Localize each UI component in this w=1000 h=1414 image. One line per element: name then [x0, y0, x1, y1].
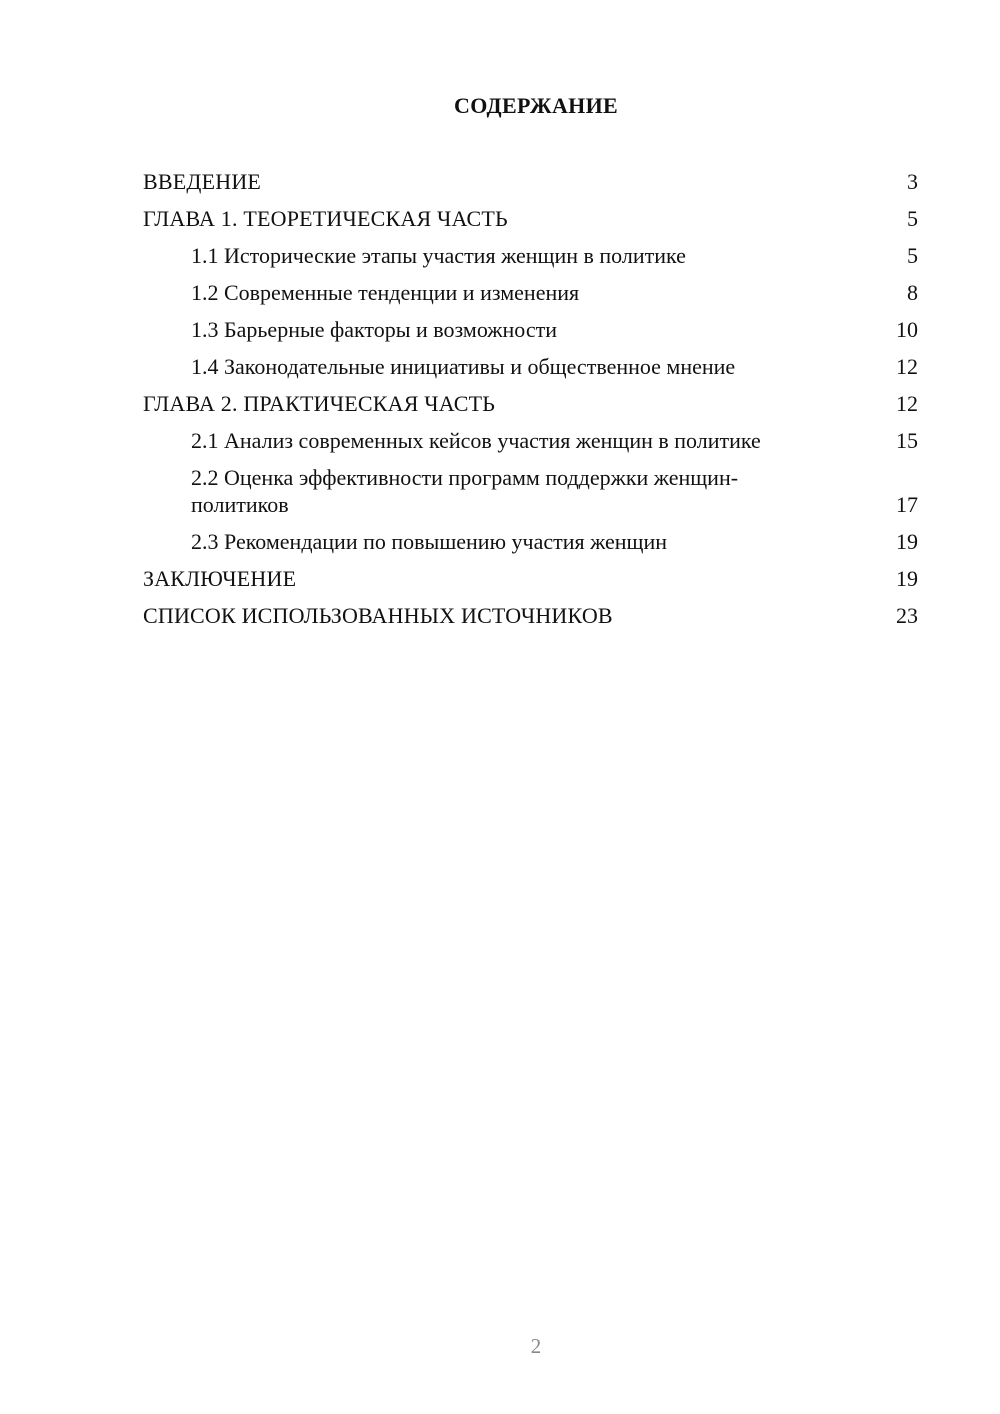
toc-entry-label: 1.2 Современные тенденции и изменения: [191, 280, 580, 305]
toc-entry-label: 2.2 Оценка эффективности программ поддержки женщин-политиков: [191, 465, 739, 517]
toc-entry-page: 8: [907, 280, 918, 305]
toc-entry-label: ЗАКЛЮЧЕНИЕ: [143, 566, 297, 591]
toc-entry-label: 2.1 Анализ современных кейсов участия женщин в политике: [191, 428, 761, 453]
toc-entry-introduction[interactable]: [143, 168, 918, 195]
toc-entry-page: 12: [896, 391, 918, 416]
toc-entry-label: 2.3 Рекомендации по повышению участия женщин: [191, 529, 668, 554]
toc-entry-1-2[interactable]: [143, 279, 918, 306]
toc-entry-label: ВВЕДЕНИЕ: [143, 169, 262, 194]
toc-entry-page: 5: [907, 243, 918, 268]
toc-entry-label: 1.1 Исторические этапы участия женщин в политике: [191, 243, 686, 268]
toc-entry-references[interactable]: [143, 602, 918, 629]
toc-entry-label: 1.3 Барьерные факторы и возможности: [191, 317, 557, 342]
toc-entry-page: 10: [896, 317, 918, 342]
toc-entry-2-1[interactable]: [143, 427, 918, 454]
toc-entry-1-1[interactable]: [143, 242, 918, 269]
page-number: 2: [530, 1334, 542, 1358]
toc-entry-label: ГЛАВА 2. ПРАКТИЧЕСКАЯ ЧАСТЬ: [143, 391, 496, 416]
toc-entry-page: 17: [896, 492, 918, 517]
toc-entry-page: 23: [896, 603, 918, 628]
toc-entry-page: 5: [907, 206, 918, 231]
toc-entry-chapter-2[interactable]: [143, 390, 918, 417]
toc-entry-2-3[interactable]: [143, 528, 918, 555]
toc-entry-label: 1.4 Законодательные инициативы и общественное мнение: [191, 354, 736, 379]
toc-entry-2-2[interactable]: [143, 464, 918, 518]
toc-entry-page: 19: [896, 566, 918, 591]
toc-entry-label: ГЛАВА 1. ТЕОРЕТИЧЕСКАЯ ЧАСТЬ: [143, 206, 508, 231]
toc-entry-page: 15: [896, 428, 918, 453]
table-of-contents: [143, 168, 918, 639]
toc-entry-page: 3: [907, 169, 918, 194]
toc-entry-conclusion[interactable]: [143, 565, 918, 592]
page-title: СОДЕРЖАНИЕ: [454, 93, 618, 118]
toc-entry-label: СПИСОК ИСПОЛЬЗОВАННЫХ ИСТОЧНИКОВ: [143, 603, 613, 628]
toc-entry-1-3[interactable]: [143, 316, 918, 343]
toc-entry-page: 19: [896, 529, 918, 554]
toc-entry-chapter-1[interactable]: [143, 205, 918, 232]
toc-entry-1-4[interactable]: [143, 353, 918, 380]
toc-entry-page: 12: [896, 354, 918, 379]
